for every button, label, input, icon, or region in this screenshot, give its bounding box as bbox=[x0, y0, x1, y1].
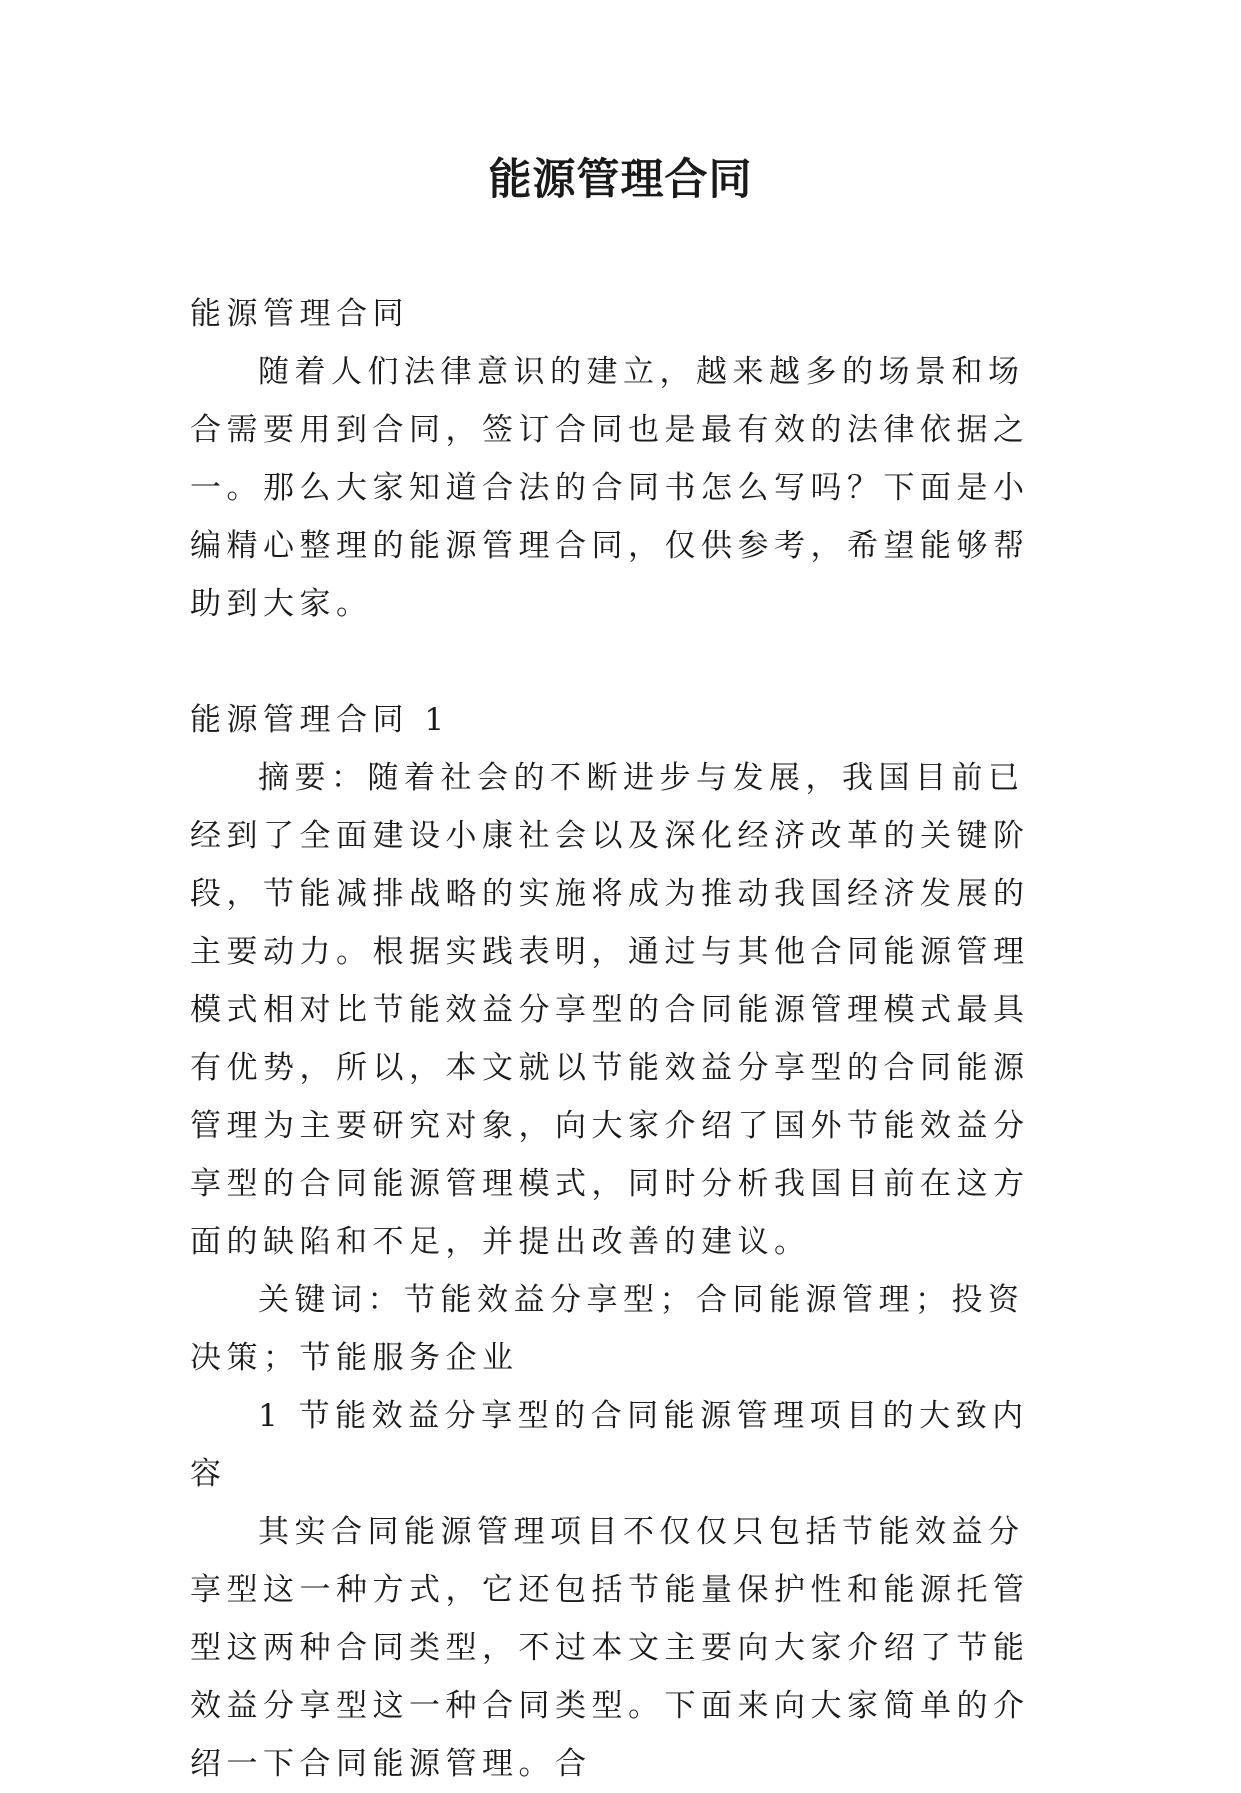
intro-paragraph: 随着人们法律意识的建立，越来越多的场景和场合需要用到合同，签订合同也是最有效的法律依据之一。那么大家知道合法的合同书怎么写吗？下面是小编精心整理的能源管理合同，仅供参考，希望能够帮助到大家。 bbox=[190, 354, 1030, 622]
keywords-paragraph: 关键词：节能效益分享型；合同能源管理；投资决策；节能服务企业 bbox=[190, 1282, 1025, 1376]
paragraph-gap bbox=[190, 633, 1050, 691]
section-heading: 能源管理合同 bbox=[190, 296, 409, 332]
section-heading: 能源管理合同 1 bbox=[190, 702, 450, 738]
body-paragraph: 其实合同能源管理项目不仅仅只包括节能效益分享型这一种方式，它还包括节能量保护性和能源托管型这两种合同类型，不过本文主要向大家介绍了节能效益分享型这一种合同类型。下面来向大家简单的介绍一下合同能源管理。合 bbox=[190, 1514, 1030, 1782]
document-title: 能源管理合同 bbox=[488, 155, 753, 205]
subsection-heading: 1 节能效益分享型的合同能源管理项目的大致内容 bbox=[190, 1398, 1029, 1492]
abstract-paragraph: 摘要：随着社会的不断进步与发展，我国目前已经到了全面建设小康社会以及深化经济改革的关键阶段，节能减排战略的实施将成为推动我国经济发展的主要动力。根据实践表明，通过与其他合同能源管理模式相对比节能效益分享型的合同能源管理模式最具有优势，所以，本文就以节能效益分享型的合同能源管理为主要研究对象，向大家介绍了国外节能效益分享型的合同能源管理模式，同时分析我国目前在这方面的缺陷和不足，并提出改善的建议。 bbox=[190, 760, 1030, 1260]
document-body bbox=[190, 285, 1050, 1793]
